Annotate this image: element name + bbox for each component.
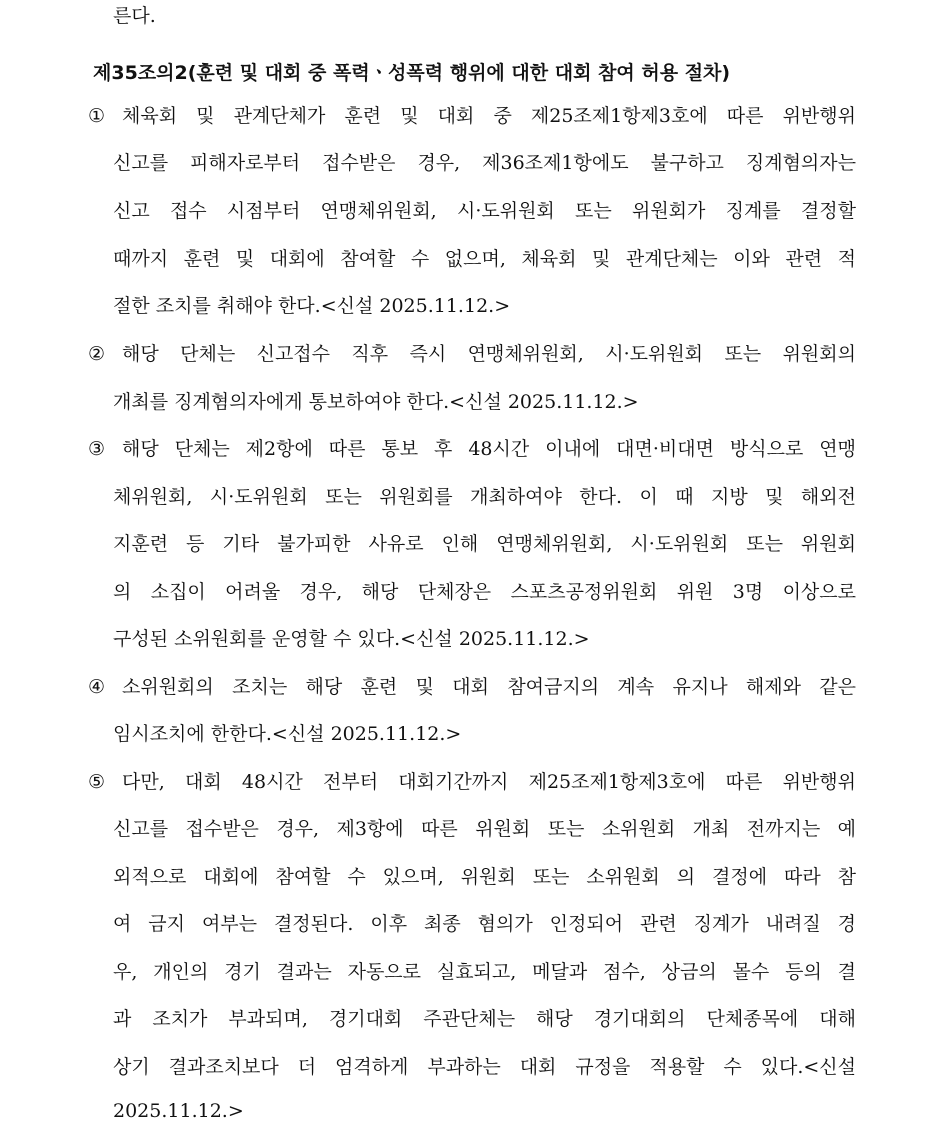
- paragraph-line: [88, 675, 856, 699]
- paragraph-line: [88, 342, 856, 366]
- paragraph-line: 구성된 소위원회를 운영할 수 있다.<신설 2025.11.12.>: [113, 628, 590, 650]
- line-text: 소위원회의 조치는 해당 훈련 및 대회 참여금지의 계속 유지나 해제와 같은: [122, 676, 856, 698]
- paragraph-number: ④: [88, 676, 106, 698]
- paragraph-line: 의 소집이 어려울 경우, 해당 단체장은 스포츠공정위원회 위원 3명 이상으로: [113, 581, 856, 603]
- article-title: 제35조의2(훈련 및 대회 중 폭력ㆍ성폭력 행위에 대한 대회 참여 허용 절차): [93, 62, 731, 84]
- paragraph-line: 개최를 징계혐의자에게 통보하여야 한다.<신설 2025.11.12.>: [113, 391, 639, 413]
- paragraph-number: ②: [88, 343, 106, 365]
- paragraph-line: [88, 770, 856, 794]
- paragraph-line: 신고를 피해자로부터 접수받은 경우, 제36조제1항에도 불구하고 징계혐의자는: [113, 152, 856, 174]
- paragraph-line: 신고 접수 시점부터 연맹체위원회, 시·도위원회 또는 위원회가 징계를 결정할: [113, 200, 856, 222]
- paragraph-line: 신고를 접수받은 경우, 제3항에 따른 위원회 또는 소위원회 개최 전까지는 예: [113, 818, 856, 840]
- paragraph-line: 2025.11.12.>: [113, 1100, 244, 1122]
- paragraph-line: 체위원회, 시·도위원회 또는 위원회를 개최하여야 한다. 이 때 지방 및 해외전: [113, 486, 856, 508]
- paragraph-line: 절한 조치를 취해야 한다.<신설 2025.11.12.>: [113, 295, 511, 317]
- paragraph-number: ⑤: [88, 771, 106, 793]
- paragraph-number: ③: [88, 438, 106, 460]
- top-fragment: 른다.: [113, 5, 156, 27]
- line-text: 해당 단체는 제2항에 따른 통보 후 48시간 이내에 대면·비대면 방식으로 연맹: [122, 438, 856, 460]
- paragraph-number: ①: [88, 105, 106, 127]
- paragraph-line: 우, 개인의 경기 결과는 자동으로 실효되고, 메달과 점수, 상금의 몰수 등의 결: [113, 961, 856, 983]
- line-text: 다만, 대회 48시간 전부터 대회기간까지 제25조제1항제3호에 따른 위반행위: [122, 771, 856, 793]
- paragraph-line: 상기 결과조치보다 더 엄격하게 부과하는 대회 규정을 적용할 수 있다.<신설: [113, 1056, 856, 1078]
- paragraph-line: 임시조치에 한한다.<신설 2025.11.12.>: [113, 723, 462, 745]
- paragraph-line: [88, 104, 856, 128]
- paragraph-line: 외적으로 대회에 참여할 수 있으며, 위원회 또는 소위원회 의 결정에 따라 참: [113, 866, 856, 888]
- paragraph-line: 여 금지 여부는 결정된다. 이후 최종 혐의가 인정되어 관련 징계가 내려질 경: [113, 913, 856, 935]
- paragraph-line: [88, 437, 856, 461]
- paragraph-line: 지훈련 등 기타 불가피한 사유로 인해 연맹체위원회, 시·도위원회 또는 위원회: [113, 533, 856, 555]
- paragraph-line: 과 조치가 부과되며, 경기대회 주관단체는 해당 경기대회의 단체종목에 대해: [113, 1008, 856, 1030]
- line-text: 체육회 및 관계단체가 훈련 및 대회 중 제25조제1항제3호에 따른 위반행위: [122, 105, 856, 127]
- paragraph-line: 때까지 훈련 및 대회에 참여할 수 없으며, 체육회 및 관계단체는 이와 관련 적: [113, 248, 856, 270]
- line-text: 해당 단체는 신고접수 직후 즉시 연맹체위원회, 시·도위원회 또는 위원회의: [122, 343, 856, 365]
